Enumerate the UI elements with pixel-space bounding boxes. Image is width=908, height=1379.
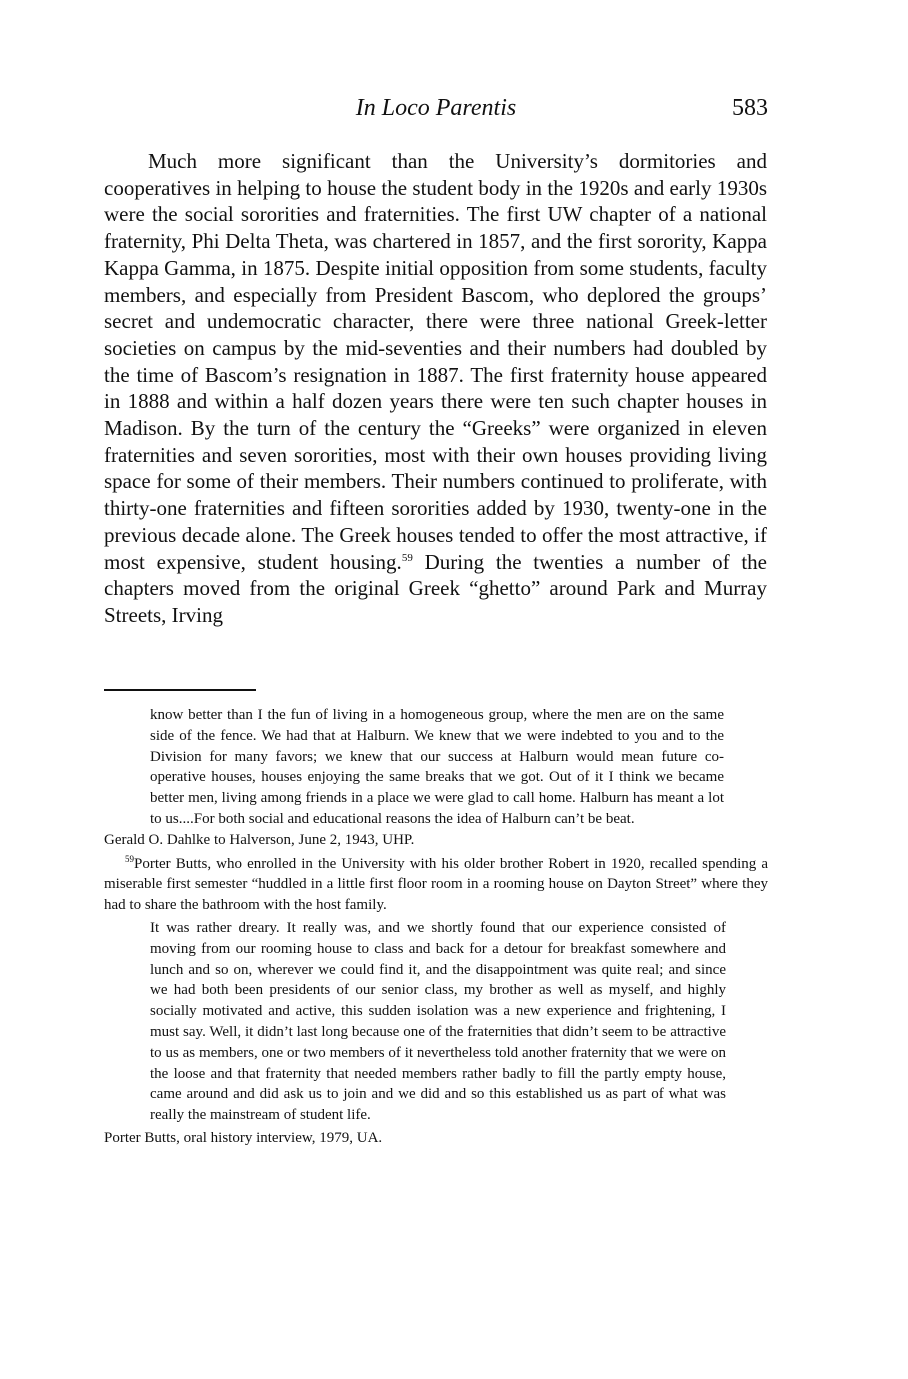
- running-head: [104, 92, 768, 124]
- body-paragraph: [104, 148, 767, 629]
- footnote-59: [104, 854, 768, 916]
- footnote-58-citation: Gerald O. Dahlke to Halverson, June 2, 1943, UHP.: [104, 831, 415, 848]
- footnote-59-text: Porter Butts, who enrolled in the University with his older brother Robert in 1920, recalled spending a miserable first semester “huddled in a little first floor room in a rooming house on Dayton Street” where they had to share the bathroom with the host family.: [104, 855, 768, 914]
- body-text-part-1: Much more significant than the University’s dormitories and cooperatives in helping to house the student body in the 1920s and early 1930s were the social sororities and fraternities. The first UW chapter of a national fraternity, Phi Delta Theta, was chartered in 1857, and the first sorority, Kappa Kappa Gamma, in 1875. Despite initial opposition from some students, faculty members, and especially from President Bascom, who deplored the groups’ secret and undemocratic character, there were three national Greek-letter societies on campus by the mid-seventies and their numbers had doubled by the time of Bascom’s resignation in 1887. The first fraternity house appeared in 1888 and within a half dozen years there were ten such chapter houses in Madison. By the turn of the century the “Greeks” were organized in eleven fraternities and seven sororities, most with their own houses providing living space for some of their members. Their numbers continued to proliferate, with thirty-one fraternities and fifteen sororities added by 1930, twenty-one in the previous decade alone. The Greek houses tended to offer the most attractive, if most expensive, student housing.: [104, 149, 767, 574]
- footnotes: [104, 705, 768, 1149]
- footnote-separator: [104, 689, 256, 691]
- footnote-59-quote: It was rather dreary. It really was, and we shortly found that our experience consisted of moving from our rooming house to class and back for a detour for breakfast somewhere and lunch and so on, wherever we could find it, and the disappointment was quite real; and since we had both been presidents of our senior class, my brother as well as myself, and highly socially motivated and active, this sudden isolation was a new experience and frightening, I must say. Well, it didn’t last long because one of the fraternities that didn’t seem to be attractive to us as members, one or two members of it nevertheless told another fraternity that we were on the loose and that fraternity that needed members rather badly to fill the partly empty house, came around and did ask us to join and we did and so this established us as part of what was really the mainstream of student life.: [150, 919, 726, 1124]
- footnote-59-number: 59: [125, 853, 134, 864]
- page-number: 583: [732, 95, 768, 121]
- footnote-59-citation: Porter Butts, oral history interview, 1979, UA.: [104, 1129, 383, 1146]
- running-title: In Loco Parentis: [355, 95, 517, 121]
- footnote-reference: 59: [401, 551, 413, 564]
- footnote-58-quote-continued: know better than I the fun of living in a homogeneous group, where the men are on the same side of the fence. We had that at Halburn. We knew that we were indebted to you and to the Division for many favors; we knew that our success at Halburn would mean future co-operative houses, houses enjoying the same breaks that we got. Out of it I think we became better men, living among friends in a place we were glad to call home. Halburn has meant a lot to us....For both social and educational reasons the idea of Halburn can’t be beat.: [150, 707, 724, 827]
- body-text-part-2: During the twenties a number of the chapters moved from the original Greek “ghetto” around Park and Murray Streets, Irving: [104, 549, 767, 627]
